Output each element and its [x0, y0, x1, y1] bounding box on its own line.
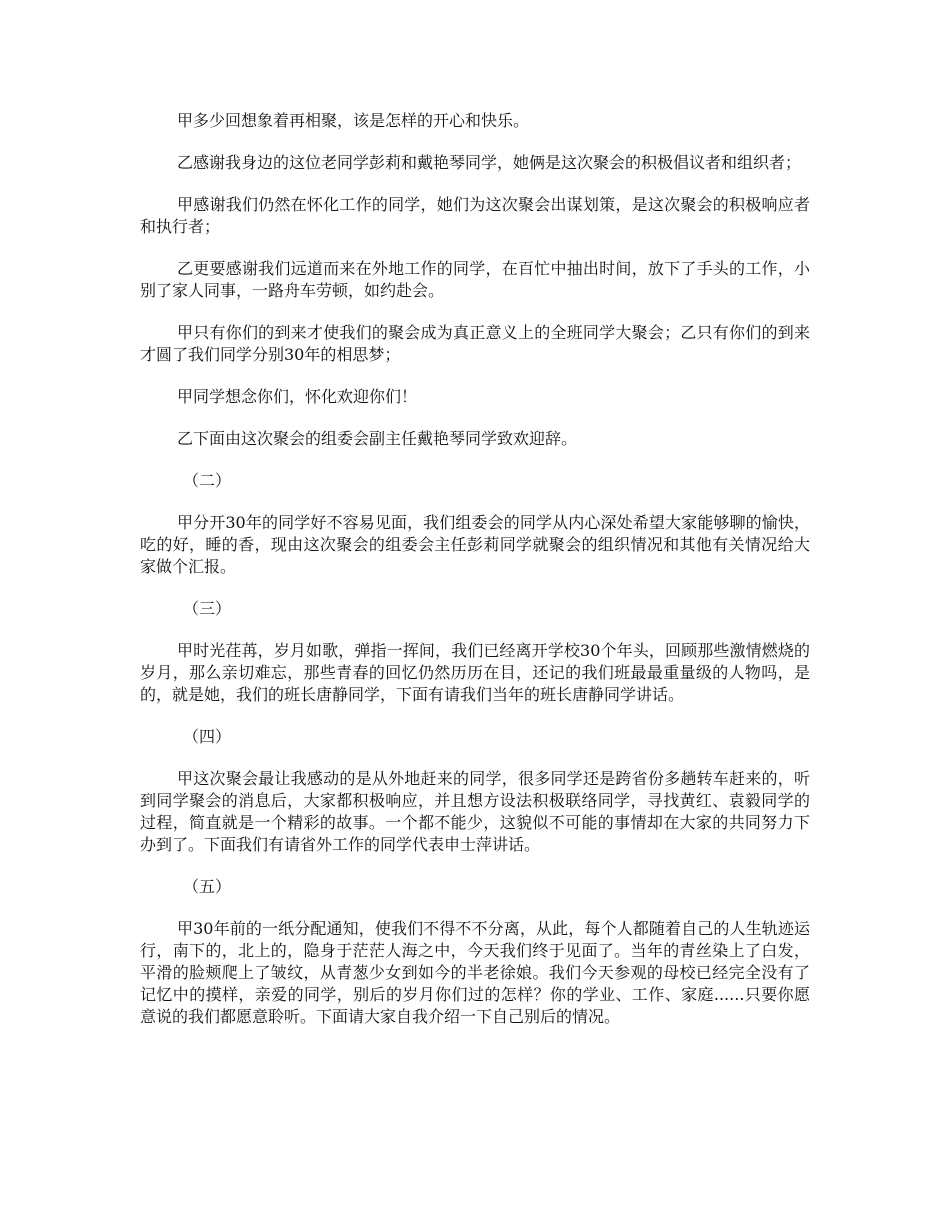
paragraph-3: 甲感谢我们仍然在怀化工作的同学，她们为这次聚会出谋划策，是这次聚会的积极响应者和执行者；	[140, 195, 810, 236]
paragraph-7: 乙下面由这次聚会的组委会副主任戴艳琴同学致欢迎辞。	[177, 429, 578, 448]
paragraph-6: 甲同学想念你们，怀化欢迎你们！	[177, 387, 418, 406]
section-heading-2: （二）	[183, 471, 232, 490]
paragraph-4: 乙更要感谢我们远道而来在外地工作的同学，在百忙中抽出时间，放下了手头的工作，小别了家人同事，一路舟车劳顿，如约赴会。	[140, 259, 810, 300]
section-heading-3: （三）	[183, 599, 232, 618]
paragraph-5: 甲只有你们的到来才使我们的聚会成为真正意义上的全班同学大聚会；乙只有你们的到来才圆了我们同学分别30年的相思梦；	[140, 323, 810, 364]
section-heading-5: （五）	[183, 877, 232, 896]
paragraph-11: 甲30年前的一纸分配通知，使我们不得不不分离，从此，每个人都随着自己的人生轨迹运行，南下的，北上的，隐身于茫茫人海之中，今天我们终于见面了。当年的青丝染上了白发，平滑的脸颊爬上了皱纹，从青葱少女到如今的半老徐娘。我们今天参观的母校已经完全没有了记忆中的摸样，亲爱的同学，别后的岁月你们过的怎样？你的学业、工作、家庭......只要你愿意说的我们都愿意聆听。下面请大家自我介绍一下自己别后的情况。	[140, 919, 810, 1026]
paragraph-1: 甲多少回想象着再相聚，该是怎样的开心和快乐。	[177, 111, 530, 130]
paragraph-2: 乙感谢我身边的这位老同学彭莉和戴艳琴同学，她俩是这次聚会的积极倡议者和组织者；	[177, 153, 802, 172]
paragraph-10: 甲这次聚会最让我感动的是从外地赶来的同学，很多同学还是跨省份多趟转车赶来的，听到同学聚会的消息后，大家都积极响应，并且想方设法积极联络同学，寻找黄红、袁毅同学的过程，简直就是一个精彩的故事。一个都不能少，这貌似不可能的事情却在大家的共同努力下办到了。下面我们有请省外工作的同学代表申士萍讲话。	[140, 769, 810, 854]
paragraph-9: 甲时光荏苒，岁月如歌，弹指一挥间，我们已经离开学校30个年头，回顾那些激情燃烧的岁月，那么亲切难忘，那些青春的回忆仍然历历在目，还记的我们班最最重量级的人物吗，是的，就是她，我们的班长唐静同学，下面有请我们当年的班长唐静同学讲话。	[140, 641, 810, 704]
document-body	[140, 110, 810, 1048]
paragraph-8: 甲分开30年的同学好不容易见面，我们组委会的同学从内心深处希望大家能够聊的愉快，吃的好，睡的香，现由这次聚会的组委会主任彭莉同学就聚会的组织情况和其他有关情况给大家做个汇报。	[140, 513, 810, 576]
section-heading-4: （四）	[183, 727, 232, 746]
